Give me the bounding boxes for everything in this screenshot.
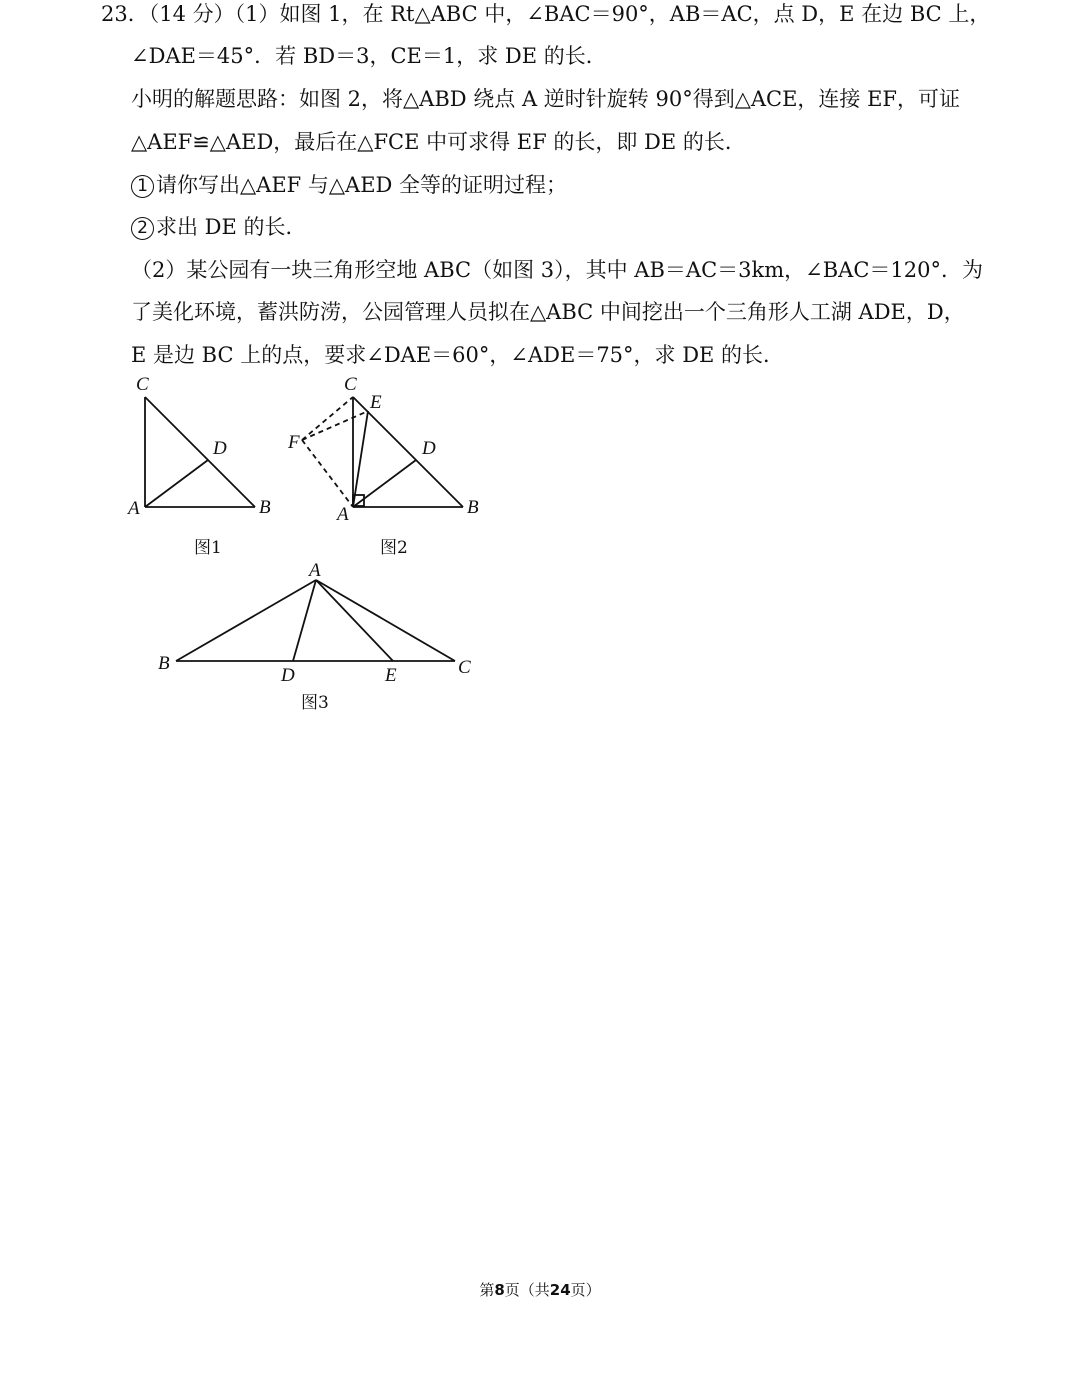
fig3-label-e: E [385,665,397,686]
fig2-caption: 图2 [380,538,408,558]
fig3-label-c: C [458,657,471,678]
fig2-label-d: D [422,438,436,459]
fig3-side-ac [316,580,455,661]
fig3-label-a: A [309,560,321,581]
subquestion-1-text: 请你写出△AEF 与△AED 全等的证明过程； [156,173,568,197]
fig1-label-a: A [128,498,140,519]
footer-middle: 页（共 [504,1281,550,1299]
fig2-dashed-fe [302,411,368,440]
problem-line-9: E 是边 BC 上的点，要求∠DAE＝60°，∠ADE＝75°，求 DE 的长． [131,343,785,367]
fig2-side-bc [353,397,463,507]
fig1-label-d: D [213,438,227,459]
fig2-dashed-fa [302,440,353,507]
fig3-caption: 图3 [301,693,329,713]
problem-line-3: 小明的解题思路：如图 2，将△ABD 绕点 A 逆时针旋转 90°得到△ACE，连接 EF，可证 [131,87,960,111]
figure-3 [176,580,455,661]
circled-number-2: 2 [131,217,154,240]
fig2-label-b: B [467,497,479,518]
footer-prefix: 第 [479,1281,495,1299]
footer-suffix: 页） [570,1281,601,1299]
problem-line-4: △AEF≌△AED，最后在△FCE 中可求得 EF 的长，即 DE 的长． [131,130,746,154]
fig2-label-a: A [337,504,349,525]
subquestion-2-text: 求出 DE 的长． [156,215,307,239]
fig1-caption: 图1 [194,538,222,558]
fig1-side-bc [145,397,255,507]
fig2-label-e: E [370,392,382,413]
figure-2 [302,397,463,507]
fig2-dashed-fc [302,397,353,440]
problem-line-1: 23．（14 分）（1）如图 1，在 Rt△ABC 中，∠BAC＝90°，AB＝AC，点 D，E 在边 BC 上， [101,2,991,26]
fig3-label-d: D [281,665,295,686]
fig2-label-f: F [288,432,300,453]
footer-total-pages: 24 [549,1281,571,1299]
circled-number-1: 1 [131,175,154,198]
fig3-segment-ae [316,580,393,661]
footer-page-number: 8 [494,1281,505,1299]
problem-line-8: 了美化环境，蓄洪防涝，公园管理人员拟在△ABC 中间挖出一个三角形人工湖 ADE，D， [131,300,965,324]
fig1-segment-ad [145,460,208,507]
fig2-label-c: C [344,374,357,395]
page-footer [0,1279,1080,1300]
fig1-label-c: C [136,374,149,395]
fig2-segment-ae [353,411,368,507]
problem-line-2: ∠DAE＝45°．若 BD＝3，CE＝1，求 DE 的长． [131,44,607,68]
fig1-label-b: B [259,497,271,518]
figure-1 [145,397,255,507]
problem-line-7: （2）某公园有一块三角形空地 ABC（如图 3），其中 AB＝AC＝3km，∠BAC＝120°．为 [131,258,983,282]
fig3-side-ab [176,580,316,661]
fig2-segment-ad [353,460,416,507]
fig3-label-b: B [158,653,170,674]
